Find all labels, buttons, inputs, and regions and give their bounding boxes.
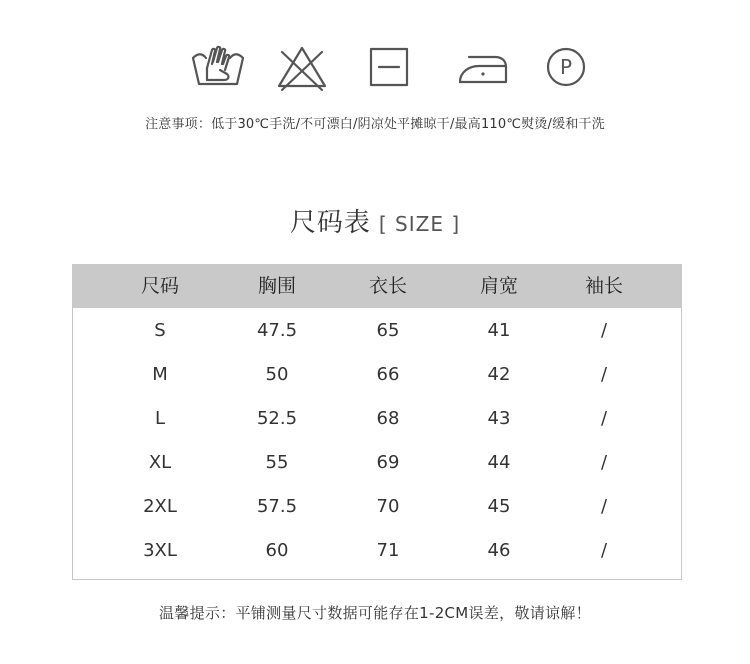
sleeve-cell: / bbox=[600, 408, 608, 429]
sleeve-cell: / bbox=[600, 320, 608, 341]
size-cell: 3XL bbox=[143, 540, 177, 561]
iron-icon bbox=[455, 40, 511, 96]
table-row bbox=[73, 397, 681, 441]
length-cell: 65 bbox=[376, 320, 400, 341]
header-sleeve: 袖长 bbox=[584, 275, 623, 297]
size-cell: L bbox=[154, 408, 166, 429]
length-cell: 70 bbox=[376, 496, 400, 517]
chest-cell: 50 bbox=[265, 364, 289, 385]
length-cell: 66 bbox=[376, 364, 400, 385]
size-chart-title bbox=[0, 202, 750, 239]
size-cell: XL bbox=[148, 452, 172, 473]
header-shoulder: 肩宽 bbox=[479, 275, 518, 297]
length-cell: 68 bbox=[376, 408, 400, 429]
table-row bbox=[73, 485, 681, 529]
size-table bbox=[72, 264, 682, 580]
size-chart-title-text: 尺码表 bbox=[289, 208, 371, 238]
care-instructions: 注意事项：低于30℃手洗/不可漂白/阴凉处平摊晾干/最高110℃熨烫/缓和干洗 bbox=[145, 117, 605, 132]
size-table-header bbox=[73, 265, 681, 308]
chest-cell: 60 bbox=[265, 540, 289, 561]
dry-clean-letter: P bbox=[559, 55, 573, 79]
chest-cell: 52.5 bbox=[256, 408, 298, 429]
sleeve-cell: / bbox=[600, 540, 608, 561]
shoulder-cell: 45 bbox=[487, 496, 511, 517]
sleeve-cell: / bbox=[600, 364, 608, 385]
table-row bbox=[73, 353, 681, 397]
shoulder-cell: 43 bbox=[487, 408, 511, 429]
chest-cell: 47.5 bbox=[256, 320, 298, 341]
hand-wash-icon bbox=[190, 40, 246, 96]
no-bleach-icon bbox=[274, 40, 330, 96]
shoulder-cell: 41 bbox=[487, 320, 511, 341]
shoulder-cell: 46 bbox=[487, 540, 511, 561]
measurement-note: 温馨提示：平铺测量尺寸数据可能存在1-2CM误差，敬请谅解！ bbox=[159, 604, 591, 622]
chest-cell: 57.5 bbox=[256, 496, 298, 517]
table-row bbox=[73, 441, 681, 485]
chest-cell: 55 bbox=[265, 452, 289, 473]
header-chest: 胸围 bbox=[257, 275, 296, 297]
size-cell: 2XL bbox=[143, 496, 177, 517]
sleeve-cell: / bbox=[600, 452, 608, 473]
dry-flat-shade-icon bbox=[361, 40, 417, 96]
size-cell: S bbox=[154, 320, 166, 341]
shoulder-cell: 44 bbox=[487, 452, 511, 473]
dry-clean-p-icon bbox=[538, 40, 594, 96]
length-cell: 69 bbox=[376, 452, 400, 473]
header-length: 衣长 bbox=[368, 275, 407, 297]
care-icons-row bbox=[0, 40, 750, 96]
sleeve-cell: / bbox=[600, 496, 608, 517]
table-row bbox=[73, 309, 681, 353]
length-cell: 71 bbox=[376, 540, 400, 561]
size-cell: M bbox=[152, 364, 168, 385]
table-row bbox=[73, 529, 681, 573]
shoulder-cell: 42 bbox=[487, 364, 511, 385]
size-chart-subtitle: [ SIZE ] bbox=[378, 212, 461, 236]
header-size: 尺码 bbox=[140, 275, 179, 297]
